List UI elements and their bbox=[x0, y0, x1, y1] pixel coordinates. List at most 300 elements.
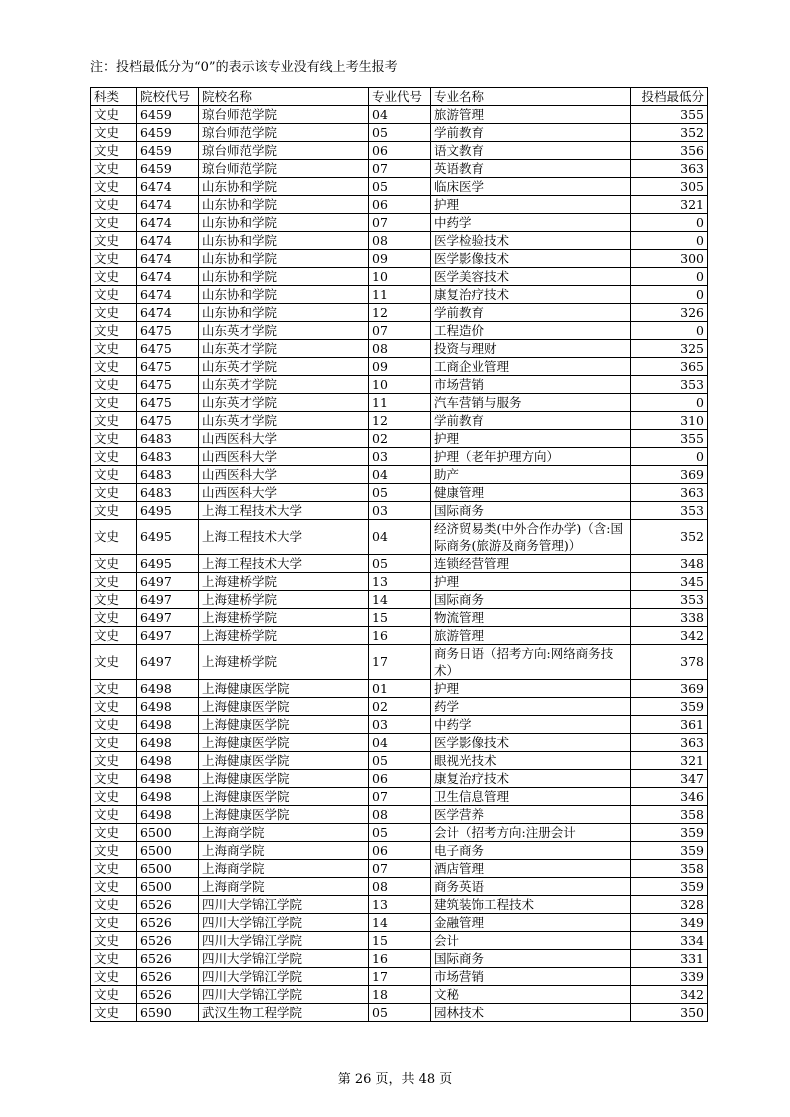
min-score-cell: 305 bbox=[631, 178, 708, 196]
table-row bbox=[91, 716, 708, 734]
school-code-cell: 6526 bbox=[137, 968, 199, 986]
school-name-cell: 山东英才学院 bbox=[199, 340, 369, 358]
school-name-cell: 上海建桥学院 bbox=[199, 645, 369, 680]
table-row bbox=[91, 196, 708, 214]
min-score-cell: 356 bbox=[631, 142, 708, 160]
school-name-cell: 琼台师范学院 bbox=[199, 106, 369, 124]
major-name-cell: 国际商务 bbox=[431, 950, 631, 968]
school-code-cell: 6526 bbox=[137, 932, 199, 950]
major-name-cell: 工商企业管理 bbox=[431, 358, 631, 376]
subject-type-cell: 文史 bbox=[91, 860, 137, 878]
major-name-cell: 商务日语（招考方向:网络商务技术） bbox=[431, 645, 631, 680]
table-row bbox=[91, 914, 708, 932]
major-name-cell: 学前教育 bbox=[431, 124, 631, 142]
subject-type-cell: 文史 bbox=[91, 196, 137, 214]
table-row bbox=[91, 680, 708, 698]
major-code-cell: 10 bbox=[369, 376, 431, 394]
table-row bbox=[91, 968, 708, 986]
min-score-cell: 325 bbox=[631, 340, 708, 358]
min-score-cell: 0 bbox=[631, 394, 708, 412]
major-name-cell: 卫生信息管理 bbox=[431, 788, 631, 806]
major-name-cell: 学前教育 bbox=[431, 304, 631, 322]
major-name-cell: 物流管理 bbox=[431, 609, 631, 627]
min-score-cell: 0 bbox=[631, 286, 708, 304]
subject-type-cell: 文史 bbox=[91, 502, 137, 520]
table-row bbox=[91, 645, 708, 680]
subject-type-cell: 文史 bbox=[91, 698, 137, 716]
subject-type-cell: 文史 bbox=[91, 340, 137, 358]
table-row bbox=[91, 950, 708, 968]
table-row bbox=[91, 466, 708, 484]
major-name-cell: 国际商务 bbox=[431, 591, 631, 609]
school-code-cell: 6497 bbox=[137, 609, 199, 627]
subject-type-cell: 文史 bbox=[91, 358, 137, 376]
major-name-cell: 药学 bbox=[431, 698, 631, 716]
school-code-cell: 6497 bbox=[137, 591, 199, 609]
table-header-row bbox=[91, 88, 708, 106]
major-name-cell: 建筑装饰工程技术 bbox=[431, 896, 631, 914]
table-row bbox=[91, 214, 708, 232]
school-name-cell: 上海工程技术大学 bbox=[199, 520, 369, 555]
school-name-cell: 四川大学锦江学院 bbox=[199, 914, 369, 932]
major-name-cell: 护理 bbox=[431, 430, 631, 448]
min-score-cell: 310 bbox=[631, 412, 708, 430]
table-row bbox=[91, 1004, 708, 1022]
school-name-cell: 上海健康医学院 bbox=[199, 788, 369, 806]
min-score-cell: 359 bbox=[631, 824, 708, 842]
subject-type-cell: 文史 bbox=[91, 842, 137, 860]
subject-type-cell: 文史 bbox=[91, 555, 137, 573]
major-code-cell: 04 bbox=[369, 466, 431, 484]
school-name-cell: 上海健康医学院 bbox=[199, 734, 369, 752]
major-name-cell: 临床医学 bbox=[431, 178, 631, 196]
school-name-cell: 琼台师范学院 bbox=[199, 142, 369, 160]
school-name-cell: 上海建桥学院 bbox=[199, 591, 369, 609]
table-row bbox=[91, 322, 708, 340]
major-name-cell: 医学影像技术 bbox=[431, 250, 631, 268]
table-row bbox=[91, 268, 708, 286]
major-name-cell: 商务英语 bbox=[431, 878, 631, 896]
subject-type-cell: 文史 bbox=[91, 896, 137, 914]
major-name-cell: 护理 bbox=[431, 680, 631, 698]
major-name-cell: 英语教育 bbox=[431, 160, 631, 178]
min-score-cell: 342 bbox=[631, 627, 708, 645]
min-score-cell: 331 bbox=[631, 950, 708, 968]
min-score-cell: 352 bbox=[631, 124, 708, 142]
school-name-cell: 山东协和学院 bbox=[199, 178, 369, 196]
subject-type-cell: 文史 bbox=[91, 752, 137, 770]
table-row bbox=[91, 484, 708, 502]
school-name-cell: 山东协和学院 bbox=[199, 268, 369, 286]
major-code-cell: 13 bbox=[369, 573, 431, 591]
school-name-cell: 山东协和学院 bbox=[199, 232, 369, 250]
subject-type-cell: 文史 bbox=[91, 322, 137, 340]
school-name-cell: 山西医科大学 bbox=[199, 448, 369, 466]
major-name-cell: 电子商务 bbox=[431, 842, 631, 860]
school-code-cell: 6526 bbox=[137, 896, 199, 914]
school-code-cell: 6475 bbox=[137, 376, 199, 394]
school-name-cell: 上海健康医学院 bbox=[199, 698, 369, 716]
subject-type-cell: 文史 bbox=[91, 609, 137, 627]
school-name-cell: 上海商学院 bbox=[199, 860, 369, 878]
school-code-cell: 6474 bbox=[137, 268, 199, 286]
major-name-cell: 中药学 bbox=[431, 716, 631, 734]
school-name-cell: 山东英才学院 bbox=[199, 358, 369, 376]
school-code-cell: 6474 bbox=[137, 250, 199, 268]
school-name-cell: 山东英才学院 bbox=[199, 376, 369, 394]
major-name-cell: 园林技术 bbox=[431, 1004, 631, 1022]
min-score-cell: 359 bbox=[631, 878, 708, 896]
header-major-code: 专业代号 bbox=[369, 88, 431, 106]
subject-type-cell: 文史 bbox=[91, 268, 137, 286]
min-score-cell: 0 bbox=[631, 232, 708, 250]
school-name-cell: 琼台师范学院 bbox=[199, 160, 369, 178]
school-name-cell: 山东协和学院 bbox=[199, 196, 369, 214]
major-name-cell: 中药学 bbox=[431, 214, 631, 232]
school-code-cell: 6497 bbox=[137, 627, 199, 645]
school-code-cell: 6475 bbox=[137, 358, 199, 376]
major-code-cell: 09 bbox=[369, 250, 431, 268]
header-min-score: 投档最低分 bbox=[631, 88, 708, 106]
school-code-cell: 6498 bbox=[137, 752, 199, 770]
major-code-cell: 07 bbox=[369, 788, 431, 806]
major-name-cell: 汽车营销与服务 bbox=[431, 394, 631, 412]
major-code-cell: 06 bbox=[369, 770, 431, 788]
subject-type-cell: 文史 bbox=[91, 178, 137, 196]
subject-type-cell: 文史 bbox=[91, 788, 137, 806]
major-name-cell: 医学营养 bbox=[431, 806, 631, 824]
table-row bbox=[91, 106, 708, 124]
min-score-cell: 345 bbox=[631, 573, 708, 591]
major-code-cell: 17 bbox=[369, 645, 431, 680]
school-code-cell: 6475 bbox=[137, 340, 199, 358]
major-code-cell: 06 bbox=[369, 196, 431, 214]
major-code-cell: 16 bbox=[369, 950, 431, 968]
school-name-cell: 山东英才学院 bbox=[199, 394, 369, 412]
table-row bbox=[91, 609, 708, 627]
min-score-cell: 300 bbox=[631, 250, 708, 268]
school-name-cell: 上海工程技术大学 bbox=[199, 555, 369, 573]
table-row bbox=[91, 788, 708, 806]
school-code-cell: 6495 bbox=[137, 555, 199, 573]
subject-type-cell: 文史 bbox=[91, 950, 137, 968]
major-code-cell: 01 bbox=[369, 680, 431, 698]
table-row bbox=[91, 896, 708, 914]
table-row bbox=[91, 502, 708, 520]
subject-type-cell: 文史 bbox=[91, 304, 137, 322]
school-code-cell: 6474 bbox=[137, 178, 199, 196]
table-row bbox=[91, 932, 708, 950]
major-code-cell: 14 bbox=[369, 591, 431, 609]
school-code-cell: 6475 bbox=[137, 394, 199, 412]
major-name-cell: 会计（招考方向:注册会计 bbox=[431, 824, 631, 842]
school-code-cell: 6474 bbox=[137, 304, 199, 322]
major-code-cell: 07 bbox=[369, 860, 431, 878]
major-name-cell: 学前教育 bbox=[431, 412, 631, 430]
major-name-cell: 国际商务 bbox=[431, 502, 631, 520]
min-score-cell: 350 bbox=[631, 1004, 708, 1022]
subject-type-cell: 文史 bbox=[91, 591, 137, 609]
school-name-cell: 四川大学锦江学院 bbox=[199, 986, 369, 1004]
subject-type-cell: 文史 bbox=[91, 914, 137, 932]
school-code-cell: 6483 bbox=[137, 430, 199, 448]
table-body bbox=[91, 106, 708, 1022]
major-name-cell: 连锁经营管理 bbox=[431, 555, 631, 573]
header-school-name: 院校名称 bbox=[199, 88, 369, 106]
school-code-cell: 6498 bbox=[137, 806, 199, 824]
subject-type-cell: 文史 bbox=[91, 160, 137, 178]
school-name-cell: 四川大学锦江学院 bbox=[199, 896, 369, 914]
table-row bbox=[91, 394, 708, 412]
table-row bbox=[91, 734, 708, 752]
school-code-cell: 6498 bbox=[137, 788, 199, 806]
table-row bbox=[91, 160, 708, 178]
page-footer: 第 26 页，共 48 页 bbox=[337, 1072, 453, 1087]
table-row bbox=[91, 698, 708, 716]
header-major-name: 专业名称 bbox=[431, 88, 631, 106]
school-name-cell: 四川大学锦江学院 bbox=[199, 968, 369, 986]
min-score-cell: 359 bbox=[631, 698, 708, 716]
major-code-cell: 08 bbox=[369, 340, 431, 358]
major-code-cell: 07 bbox=[369, 322, 431, 340]
min-score-cell: 378 bbox=[631, 645, 708, 680]
major-code-cell: 06 bbox=[369, 142, 431, 160]
table-row bbox=[91, 448, 708, 466]
school-code-cell: 6498 bbox=[137, 680, 199, 698]
min-score-cell: 321 bbox=[631, 752, 708, 770]
min-score-cell: 0 bbox=[631, 448, 708, 466]
table-row bbox=[91, 878, 708, 896]
school-code-cell: 6500 bbox=[137, 842, 199, 860]
major-code-cell: 17 bbox=[369, 968, 431, 986]
table-row bbox=[91, 430, 708, 448]
min-score-cell: 334 bbox=[631, 932, 708, 950]
major-code-cell: 05 bbox=[369, 824, 431, 842]
subject-type-cell: 文史 bbox=[91, 412, 137, 430]
table-row bbox=[91, 806, 708, 824]
major-name-cell: 市场营销 bbox=[431, 968, 631, 986]
major-code-cell: 18 bbox=[369, 986, 431, 1004]
school-name-cell: 山东英才学院 bbox=[199, 412, 369, 430]
subject-type-cell: 文史 bbox=[91, 214, 137, 232]
min-score-cell: 0 bbox=[631, 322, 708, 340]
major-name-cell: 旅游管理 bbox=[431, 627, 631, 645]
major-name-cell: 工程造价 bbox=[431, 322, 631, 340]
major-name-cell: 医学美容技术 bbox=[431, 268, 631, 286]
subject-type-cell: 文史 bbox=[91, 448, 137, 466]
min-score-cell: 0 bbox=[631, 268, 708, 286]
school-code-cell: 6498 bbox=[137, 716, 199, 734]
school-name-cell: 山西医科大学 bbox=[199, 466, 369, 484]
school-name-cell: 上海健康医学院 bbox=[199, 770, 369, 788]
header-school-code: 院校代号 bbox=[137, 88, 199, 106]
min-score-cell: 346 bbox=[631, 788, 708, 806]
major-code-cell: 05 bbox=[369, 555, 431, 573]
school-code-cell: 6459 bbox=[137, 142, 199, 160]
school-code-cell: 6500 bbox=[137, 860, 199, 878]
table-row bbox=[91, 340, 708, 358]
min-score-cell: 363 bbox=[631, 160, 708, 178]
min-score-cell: 353 bbox=[631, 502, 708, 520]
min-score-cell: 349 bbox=[631, 914, 708, 932]
subject-type-cell: 文史 bbox=[91, 394, 137, 412]
major-name-cell: 旅游管理 bbox=[431, 106, 631, 124]
min-score-cell: 358 bbox=[631, 860, 708, 878]
school-name-cell: 上海健康医学院 bbox=[199, 806, 369, 824]
school-name-cell: 四川大学锦江学院 bbox=[199, 932, 369, 950]
major-code-cell: 13 bbox=[369, 896, 431, 914]
school-name-cell: 上海工程技术大学 bbox=[199, 502, 369, 520]
school-code-cell: 6475 bbox=[137, 322, 199, 340]
subject-type-cell: 文史 bbox=[91, 430, 137, 448]
min-score-cell: 348 bbox=[631, 555, 708, 573]
school-code-cell: 6474 bbox=[137, 286, 199, 304]
school-code-cell: 6500 bbox=[137, 824, 199, 842]
admission-score-table bbox=[90, 87, 708, 1022]
major-code-cell: 03 bbox=[369, 716, 431, 734]
min-score-cell: 355 bbox=[631, 106, 708, 124]
min-score-cell: 352 bbox=[631, 520, 708, 555]
school-code-cell: 6474 bbox=[137, 232, 199, 250]
subject-type-cell: 文史 bbox=[91, 932, 137, 950]
min-score-cell: 326 bbox=[631, 304, 708, 322]
subject-type-cell: 文史 bbox=[91, 484, 137, 502]
table-row bbox=[91, 770, 708, 788]
major-name-cell: 文秘 bbox=[431, 986, 631, 1004]
major-code-cell: 06 bbox=[369, 842, 431, 860]
major-code-cell: 11 bbox=[369, 394, 431, 412]
table-row bbox=[91, 376, 708, 394]
major-name-cell: 护理（老年护理方向） bbox=[431, 448, 631, 466]
major-code-cell: 15 bbox=[369, 609, 431, 627]
school-name-cell: 山西医科大学 bbox=[199, 430, 369, 448]
header-subject-type: 科类 bbox=[91, 88, 137, 106]
school-code-cell: 6497 bbox=[137, 573, 199, 591]
min-score-cell: 369 bbox=[631, 680, 708, 698]
subject-type-cell: 文史 bbox=[91, 824, 137, 842]
major-code-cell: 14 bbox=[369, 914, 431, 932]
major-code-cell: 16 bbox=[369, 627, 431, 645]
major-code-cell: 05 bbox=[369, 1004, 431, 1022]
major-code-cell: 05 bbox=[369, 752, 431, 770]
school-code-cell: 6474 bbox=[137, 214, 199, 232]
min-score-cell: 0 bbox=[631, 214, 708, 232]
subject-type-cell: 文史 bbox=[91, 645, 137, 680]
subject-type-cell: 文史 bbox=[91, 232, 137, 250]
school-name-cell: 山东英才学院 bbox=[199, 322, 369, 340]
major-code-cell: 02 bbox=[369, 430, 431, 448]
school-name-cell: 山东协和学院 bbox=[199, 304, 369, 322]
school-code-cell: 6474 bbox=[137, 196, 199, 214]
min-score-cell: 363 bbox=[631, 734, 708, 752]
table-note: 注：投档最低分为“0”的表示该专业没有线上考生报考 bbox=[90, 60, 398, 75]
table-row bbox=[91, 824, 708, 842]
table-row bbox=[91, 286, 708, 304]
major-code-cell: 08 bbox=[369, 806, 431, 824]
table-row bbox=[91, 573, 708, 591]
school-code-cell: 6526 bbox=[137, 986, 199, 1004]
table-row bbox=[91, 178, 708, 196]
major-name-cell: 市场营销 bbox=[431, 376, 631, 394]
school-code-cell: 6498 bbox=[137, 770, 199, 788]
table-row bbox=[91, 232, 708, 250]
school-name-cell: 山东协和学院 bbox=[199, 286, 369, 304]
school-code-cell: 6483 bbox=[137, 448, 199, 466]
min-score-cell: 338 bbox=[631, 609, 708, 627]
major-name-cell: 健康管理 bbox=[431, 484, 631, 502]
min-score-cell: 358 bbox=[631, 806, 708, 824]
major-code-cell: 05 bbox=[369, 484, 431, 502]
major-code-cell: 08 bbox=[369, 878, 431, 896]
major-name-cell: 护理 bbox=[431, 196, 631, 214]
min-score-cell: 369 bbox=[631, 466, 708, 484]
min-score-cell: 353 bbox=[631, 591, 708, 609]
subject-type-cell: 文史 bbox=[91, 286, 137, 304]
school-name-cell: 上海建桥学院 bbox=[199, 609, 369, 627]
school-code-cell: 6497 bbox=[137, 645, 199, 680]
school-name-cell: 四川大学锦江学院 bbox=[199, 950, 369, 968]
school-code-cell: 6459 bbox=[137, 106, 199, 124]
subject-type-cell: 文史 bbox=[91, 627, 137, 645]
subject-type-cell: 文史 bbox=[91, 124, 137, 142]
table-row bbox=[91, 986, 708, 1004]
table-row bbox=[91, 142, 708, 160]
major-name-cell: 经济贸易类(中外合作办学)（含:国际商务(旅游及商务管理)） bbox=[431, 520, 631, 555]
min-score-cell: 328 bbox=[631, 896, 708, 914]
school-name-cell: 山东协和学院 bbox=[199, 214, 369, 232]
school-name-cell: 上海商学院 bbox=[199, 878, 369, 896]
min-score-cell: 361 bbox=[631, 716, 708, 734]
school-name-cell: 山东协和学院 bbox=[199, 250, 369, 268]
subject-type-cell: 文史 bbox=[91, 106, 137, 124]
school-name-cell: 上海商学院 bbox=[199, 842, 369, 860]
school-name-cell: 上海健康医学院 bbox=[199, 680, 369, 698]
table-row bbox=[91, 124, 708, 142]
major-name-cell: 医学检验技术 bbox=[431, 232, 631, 250]
major-name-cell: 投资与理财 bbox=[431, 340, 631, 358]
school-name-cell: 上海商学院 bbox=[199, 824, 369, 842]
school-code-cell: 6495 bbox=[137, 520, 199, 555]
min-score-cell: 347 bbox=[631, 770, 708, 788]
school-name-cell: 上海建桥学院 bbox=[199, 573, 369, 591]
min-score-cell: 321 bbox=[631, 196, 708, 214]
min-score-cell: 339 bbox=[631, 968, 708, 986]
major-code-cell: 05 bbox=[369, 178, 431, 196]
major-code-cell: 10 bbox=[369, 268, 431, 286]
table-row bbox=[91, 627, 708, 645]
school-code-cell: 6590 bbox=[137, 1004, 199, 1022]
table-row bbox=[91, 250, 708, 268]
table-row bbox=[91, 842, 708, 860]
subject-type-cell: 文史 bbox=[91, 376, 137, 394]
subject-type-cell: 文史 bbox=[91, 520, 137, 555]
min-score-cell: 355 bbox=[631, 430, 708, 448]
major-code-cell: 03 bbox=[369, 448, 431, 466]
subject-type-cell: 文史 bbox=[91, 250, 137, 268]
subject-type-cell: 文史 bbox=[91, 986, 137, 1004]
school-code-cell: 6498 bbox=[137, 698, 199, 716]
school-code-cell: 6459 bbox=[137, 160, 199, 178]
school-code-cell: 6459 bbox=[137, 124, 199, 142]
school-code-cell: 6526 bbox=[137, 914, 199, 932]
subject-type-cell: 文史 bbox=[91, 680, 137, 698]
school-name-cell: 山西医科大学 bbox=[199, 484, 369, 502]
min-score-cell: 359 bbox=[631, 842, 708, 860]
major-code-cell: 07 bbox=[369, 214, 431, 232]
min-score-cell: 365 bbox=[631, 358, 708, 376]
subject-type-cell: 文史 bbox=[91, 734, 137, 752]
major-name-cell: 康复治疗技术 bbox=[431, 286, 631, 304]
